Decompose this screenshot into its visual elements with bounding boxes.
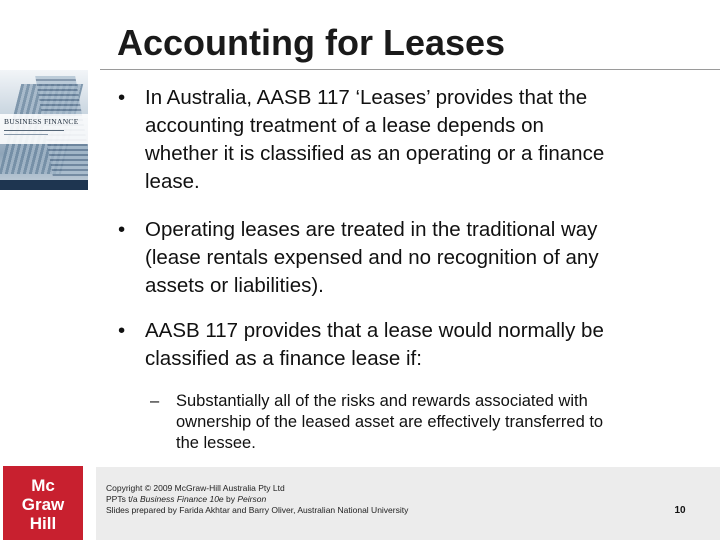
bullet-2 bbox=[118, 216, 698, 300]
footer-ppt-prefix: PPTs t/a bbox=[106, 494, 141, 504]
bullet-2-line-1: Operating leases are treated in the traditional way bbox=[145, 218, 598, 241]
bullet-3 bbox=[118, 317, 708, 373]
logo-line-1: Mc bbox=[31, 476, 55, 495]
cover-bottom-strip bbox=[0, 180, 88, 190]
footer-by: by bbox=[223, 494, 238, 504]
bullet-2-line-2: (lease rentals expensed and no recognition of any bbox=[145, 246, 599, 269]
footer-copyright: Copyright © 2009 McGraw-Hill Australia Pty Ltd bbox=[106, 483, 285, 493]
sub-bullet bbox=[150, 391, 710, 463]
footer-book-title: Business Finance 10e bbox=[140, 494, 224, 504]
footer-author: Peirson bbox=[237, 494, 267, 504]
slide-title: Accounting for Leases bbox=[117, 22, 506, 63]
book-cover-image bbox=[0, 70, 88, 190]
bullet-1-line-4: lease. bbox=[145, 170, 200, 193]
bullet-2-line-3: assets or liabilities). bbox=[145, 274, 324, 297]
sub-bullet-line-2: ownership of the leased asset are effectively transferred to bbox=[176, 413, 604, 431]
bullet-3-line-1: AASB 117 provides that a lease would normally be bbox=[145, 319, 604, 342]
footer-prepared-by: Slides prepared by Farida Akhtar and Barry Oliver, Australian National University bbox=[106, 505, 409, 515]
bullet-marker: • bbox=[118, 86, 126, 109]
mcgraw-hill-logo bbox=[3, 466, 83, 540]
bullet-1-line-3: whether it is classified as an operating or a finance bbox=[145, 142, 605, 165]
sub-bullet-line-1: Substantially all of the risks and rewards associated with bbox=[176, 392, 588, 410]
footer-ppt-credit bbox=[106, 494, 546, 505]
bullet-text bbox=[145, 84, 604, 196]
logo-line-2: Graw bbox=[21, 495, 65, 514]
sub-bullet-text bbox=[176, 391, 603, 454]
logo-text bbox=[3, 476, 83, 533]
sub-bullet-line-3: the lessee. bbox=[176, 434, 256, 452]
bullet-1-line-2: accounting treatment of a lease depends on bbox=[145, 114, 544, 137]
cover-rule-2 bbox=[4, 134, 48, 135]
left-column bbox=[0, 0, 88, 540]
footer-credits bbox=[106, 483, 546, 516]
title-divider bbox=[100, 69, 720, 70]
cover-title: BUSINESS FINANCE bbox=[4, 117, 79, 126]
bullet-text bbox=[145, 317, 604, 373]
page-number: 10 bbox=[674, 505, 686, 516]
cover-rule bbox=[4, 130, 64, 131]
logo-line-3: Hill bbox=[29, 514, 57, 533]
sub-bullet-marker: – bbox=[150, 392, 160, 410]
bullet-1-line-1: In Australia, AASB 117 ‘Leases’ provides that the bbox=[145, 86, 588, 109]
bullet-marker: • bbox=[118, 319, 126, 342]
bullet-1 bbox=[118, 84, 698, 196]
bullet-text bbox=[145, 216, 599, 300]
bullet-marker: • bbox=[118, 218, 126, 241]
bullet-3-line-2: classified as a finance lease if: bbox=[145, 347, 422, 370]
